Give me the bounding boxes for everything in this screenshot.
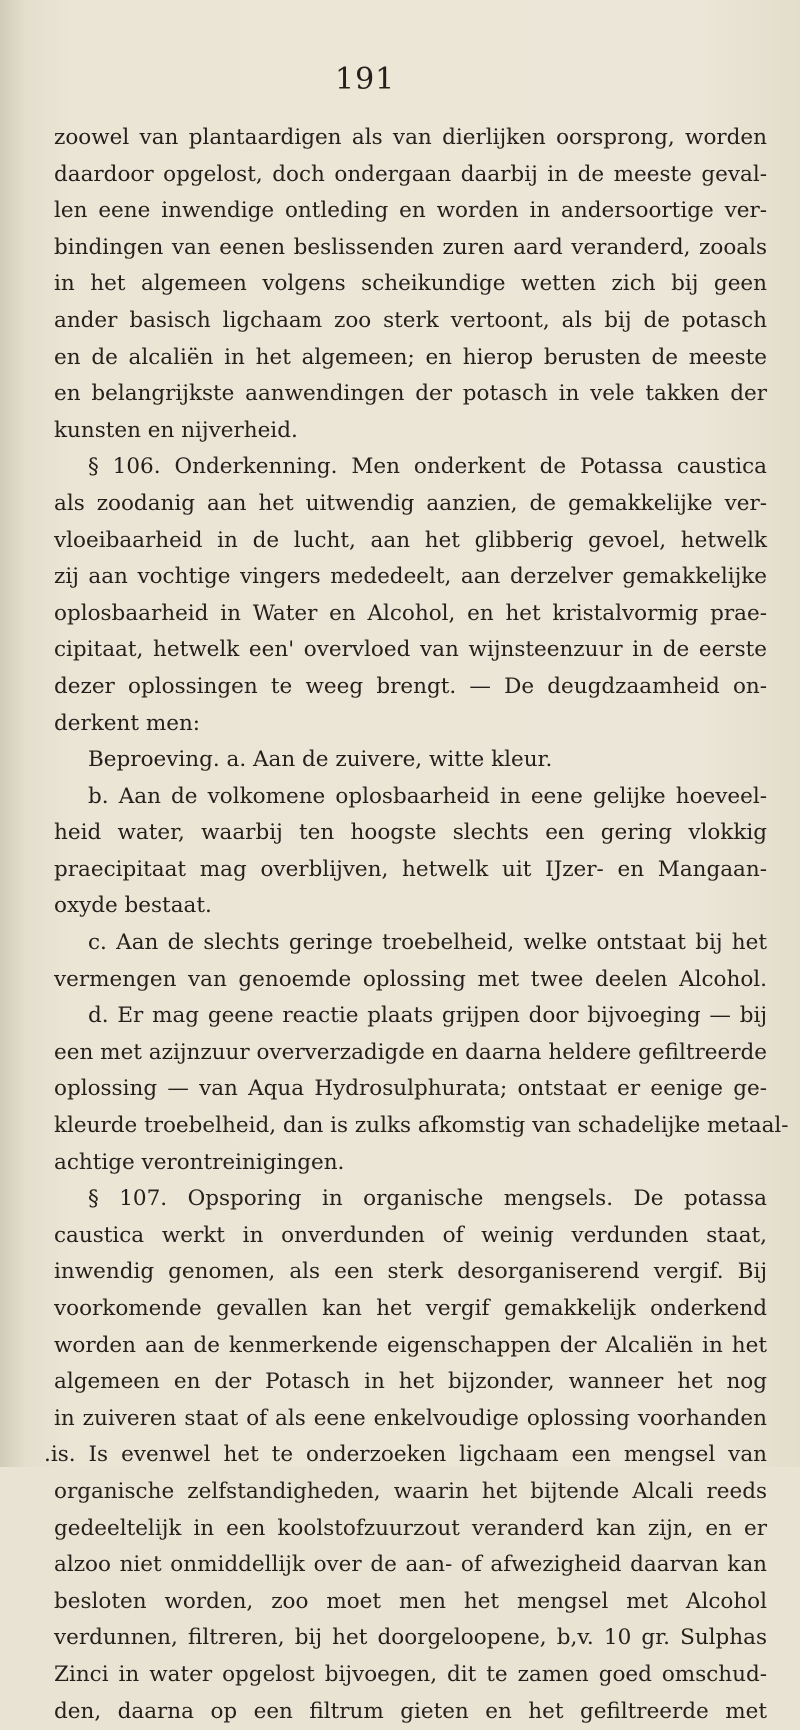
text-line: den, daarna op een filtrum gieten en het gefiltreerde met xyxy=(54,1698,767,1724)
text-line: derkent men: xyxy=(54,710,201,736)
text-line: vermengen van genoemde oplossing met twee deelen Alcohol. xyxy=(54,966,767,992)
text-line: kleurde troebelheid, dan is zulks afkomstig van schadelijke metaal- xyxy=(54,1113,789,1139)
text-line: Zinci in water opgelost bijvoegen, dit te zamen goed omschud- xyxy=(54,1661,767,1687)
text-line: b. Aan de volkomene oplosbaarheid in eene gelijke hoeveel- xyxy=(88,783,767,809)
text-line: Beproeving. a. Aan de zuivere, witte kleur. xyxy=(88,747,553,773)
text-line: oplossing — van Aqua Hydrosulphurata; ontstaat er eenige ge- xyxy=(54,1076,767,1102)
text-line: een met azijnzuur oververzadigde en daarna heldere gefiltreerde xyxy=(54,1039,767,1065)
text-line: en de alcaliën in het algemeen; en hierop berusten de meeste xyxy=(54,344,767,370)
text-line: gedeeltelijk in een koolstofzuurzout veranderd kan zijn, en er xyxy=(54,1515,767,1541)
text-line: besloten worden, zoo moet men het mengsel met Alcohol xyxy=(54,1588,767,1614)
text-line: praecipitaat mag overblijven, hetwelk uit IJzer- en Mangaan- xyxy=(54,856,767,882)
text-line: bindingen van eenen beslissenden zuren aard veranderd, zooals xyxy=(54,234,767,260)
text-line: in zuiveren staat of als eene enkelvoudige oplossing voorhanden xyxy=(54,1405,767,1431)
text-line: zij aan vochtige vingers mededeelt, aan derzelver gemakkelijke xyxy=(54,564,767,590)
text-line: c. Aan de slechts geringe troebelheid, welke ontstaat bij het xyxy=(88,930,767,956)
text-line: ander basisch ligchaam zoo sterk vertoont, als bij de potasch xyxy=(54,307,767,333)
text-line: cipitaat, hetwelk een' overvloed van wijnsteenzuur in de eerste xyxy=(54,637,767,663)
text-line: alzoo niet onmiddellijk over de aan- of afwezigheid daarvan kan xyxy=(54,1552,767,1578)
text-line: in het algemeen volgens scheikundige wetten zich bij geen xyxy=(54,271,767,297)
text-line: inwendig genomen, als een sterk desorganiserend vergif. Bij xyxy=(54,1259,767,1285)
text-line: worden aan de kenmerkende eigenschappen der Alcaliën in het xyxy=(54,1332,767,1358)
text-line: d. Er mag geene reactie plaats grijpen door bijvoeging — bij xyxy=(88,1003,767,1029)
text-line: .is. Is evenwel het te onderzoeken ligchaam een mengsel van xyxy=(44,1442,767,1468)
page-number: 191 xyxy=(335,62,396,97)
text-line: daardoor opgelost, doch ondergaan daarbij in de meeste geval- xyxy=(54,161,767,187)
text-line: achtige verontreinigingen. xyxy=(54,1149,345,1175)
text-line: § 107. Opsporing in organische mengsels. De potassa xyxy=(88,1186,767,1212)
body-text xyxy=(44,120,789,1730)
text-line: oxyde bestaat. xyxy=(54,893,212,919)
text-line: dezer oplossingen te weeg brengt. — De deugdzaamheid on- xyxy=(54,673,767,699)
text-line: vloeibaarheid in de lucht, aan het glibberig gevoel, hetwelk xyxy=(54,527,767,553)
text-line: § 106. Onderkenning. Men onderkent de Potassa caustica xyxy=(88,454,767,480)
text-line: en belangrijkste aanwendingen der potasch in vele takken der xyxy=(54,381,767,407)
text-line: zoowel van plantaardigen als van dierlijken oorsprong, worden xyxy=(54,125,767,150)
text-line: caustica werkt in onverdunden of weinig verdunden staat, xyxy=(54,1222,767,1248)
text-line: als zoodanig aan het uitwendig aanzien, de gemakkelijke ver- xyxy=(54,490,767,516)
text-line: kunsten en nijverheid. xyxy=(54,417,298,443)
text-line: voorkomende gevallen kan het vergif gemakkelijk onderkend xyxy=(54,1296,767,1321)
text-line: oplosbaarheid in Water en Alcohol, en het kristalvormig prae- xyxy=(54,600,767,626)
text-line: algemeen en der Potasch in het bijzonder, wanneer het nog xyxy=(54,1369,767,1395)
text-line: organische zelfstandigheden, waarin het bijtende Alcali reeds xyxy=(54,1478,767,1504)
text-line: heid water, waarbij ten hoogste slechts een gering vlokkig xyxy=(54,820,767,846)
text-line: len eene inwendige ontleding en worden in andersoortige ver- xyxy=(54,198,767,224)
text-line: verdunnen, filtreren, bij het doorgeloopene, b,v. 10 gr. Sulphas xyxy=(54,1625,767,1651)
